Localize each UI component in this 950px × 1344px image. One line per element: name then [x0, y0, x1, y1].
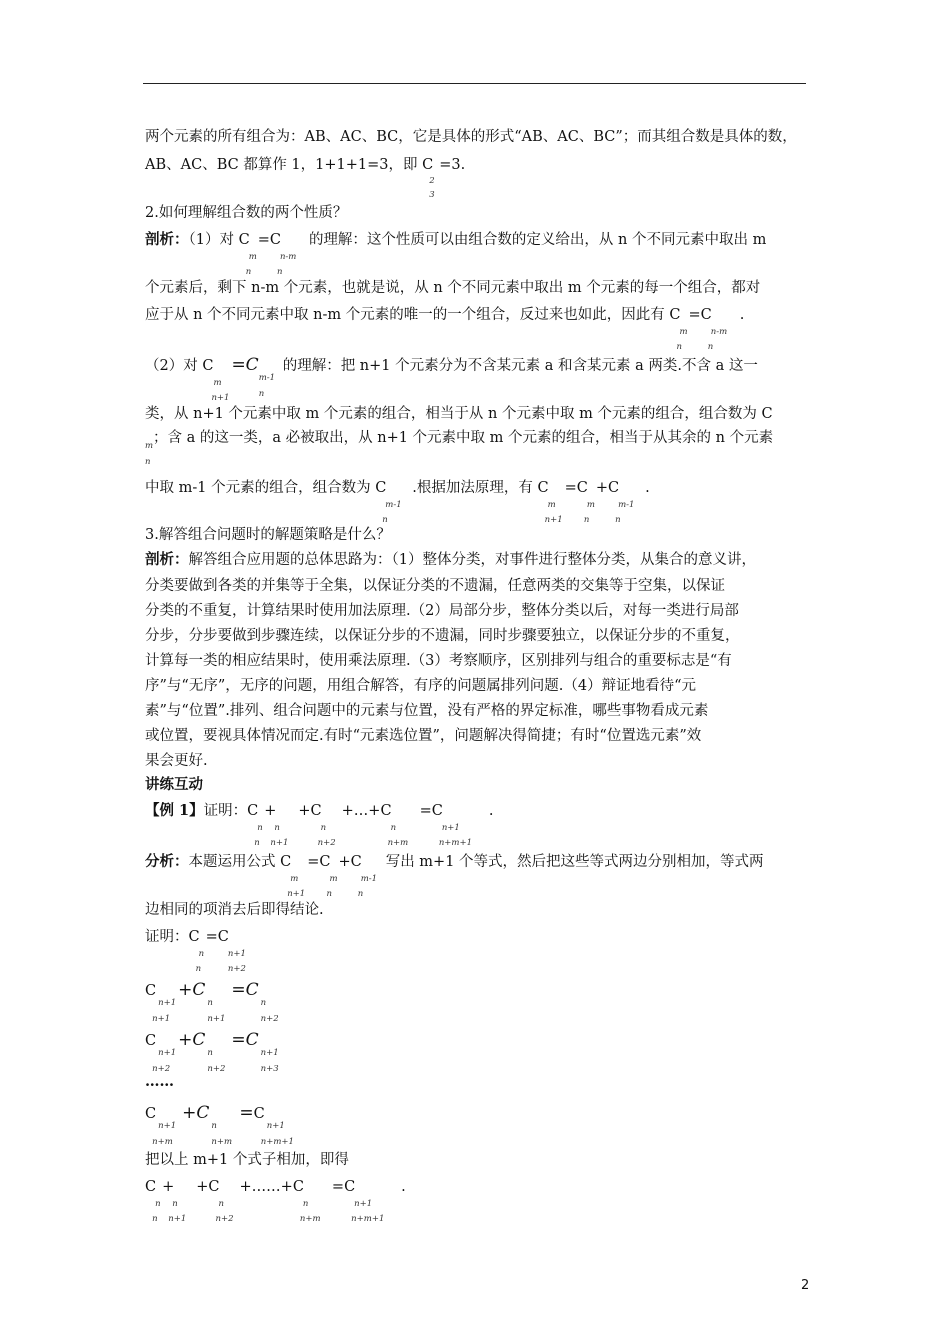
- paragraph-line: m n ；含 a 的这一类，a 必被取出，从 n+1 个元素中取 m 个元素的组合，相当于从其余的 n 个元素: [145, 430, 774, 467]
- paragraph-line: 分类的不重复，计算结果时使用加法原理.（2）局部分步，整体分类以后，对每一类进行局部: [145, 603, 739, 619]
- result-line: C n n + n n+1 +C n n+2 +……+C n n+m =C n+1 n+m+1 .: [145, 1179, 406, 1224]
- paragraph-line: 剖析：（1）对 C m n =C n-m n 的理解：这个性质可以由组合数的定义给出，从 n 个不同元素中取出 m: [145, 231, 767, 277]
- header-rule: [143, 83, 806, 84]
- paragraph-line: 分类要做到各类的并集等于全集，以保证分类的不遗漏，任意两类的交集等于空集，以保证: [145, 578, 725, 594]
- paragraph-line: 中取 m-1 个元素的组合，组合数为 C m-1 n .根据加法原理，有 C m n+1 =C m n +C m-1 n .: [145, 480, 650, 525]
- ellipsis: ……: [145, 1073, 174, 1090]
- example-statement: 【例 1】证明：C n n + n n+1 +C n n+2 +…+C n n+m =C n+1 n+m+1 .: [145, 802, 494, 848]
- paragraph-line: 剖析：解答组合应用题的总体思路为：（1）整体分类，对事件进行整体分类，从集合的意义讲，: [145, 551, 756, 568]
- paragraph-line: （2）对 C m n+1 =C m-1 n 的理解：把 n+1 个元素分为不含某元素 a 和含某元素 a 两类.不含 a 这一: [145, 355, 758, 403]
- proof-line: C n+1 n+2 +C n n+2 =C n+1 n+3: [145, 1030, 279, 1074]
- proof-line: C n+1 n+1 +C n n+1 =C n n+2: [145, 980, 279, 1024]
- section-heading: 2.如何理解组合数的两个性质？: [145, 205, 348, 221]
- proof-line: 证明：C n n =C n+1 n+2: [145, 929, 246, 974]
- paragraph-line: 果会更好.: [145, 753, 208, 769]
- paragraph-line: 类，从 n+1 个元素中取 m 个元素的组合，相当于从 n 个元素中取 m 个元素的组合，组合数为 C: [145, 406, 773, 422]
- analysis-line: 分析：本题运用公式 C m n+1 =C m n +C m-1 n 写出 m+1 个等式，然后把这些等式两边分别相加，等式两: [145, 853, 764, 899]
- proof-line: C n+1 n+m +C n n+m =C n+1 n+m+1: [145, 1103, 294, 1147]
- section-title: 讲练互动: [145, 776, 203, 793]
- paragraph-line: 应于从 n 个不同元素中取 n-m 个元素的唯一的一个组合，反过来也如此，因此有 C m n =C n-m n .: [145, 307, 745, 352]
- paragraph-line: 素”与“位置”.排列、组合问题中的元素与位置，没有严格的界定标准，哪些事物看成元素: [145, 703, 709, 719]
- summary-line: 把以上 m+1 个式子相加，即得: [145, 1152, 349, 1168]
- paragraph-line: 序”与“无序”，无序的问题，用组合解答，有序的问题属排列问题.（4）辩证地看待“元: [145, 678, 696, 694]
- paragraph-line: 计算每一类的相应结果时，使用乘法原理.（3）考察顺序，区别排列与组合的重要标志是“有: [145, 653, 732, 669]
- paragraph-line: AB、AC、BC 都算作 1，1+1+1=3，即 C 2 3 =3.: [145, 157, 466, 200]
- paragraph-line: 或位置，要视具体情况而定.有时“元素选位置”，问题解决得简捷；有时“位置选元素”效: [145, 728, 702, 744]
- paragraph-line: 个元素后，剩下 n-m 个元素，也就是说，从 n 个不同元素中取出 m 个元素的每一个组合，都对: [145, 280, 761, 296]
- paragraph-line: 分步，分步要做到步骤连续，以保证分步的不遗漏，同时步骤要独立，以保证分步的不重复，: [145, 628, 740, 644]
- analysis-line: 边相同的项消去后即得结论.: [145, 902, 324, 918]
- paragraph-line: 两个元素的所有组合为：AB、AC、BC，它是具体的形式“AB、AC、BC”；而其组合数是具体的数，: [145, 129, 797, 145]
- page-number: 2: [801, 1278, 810, 1293]
- section-heading: 3.解答组合问题时的解题策略是什么？: [145, 527, 391, 543]
